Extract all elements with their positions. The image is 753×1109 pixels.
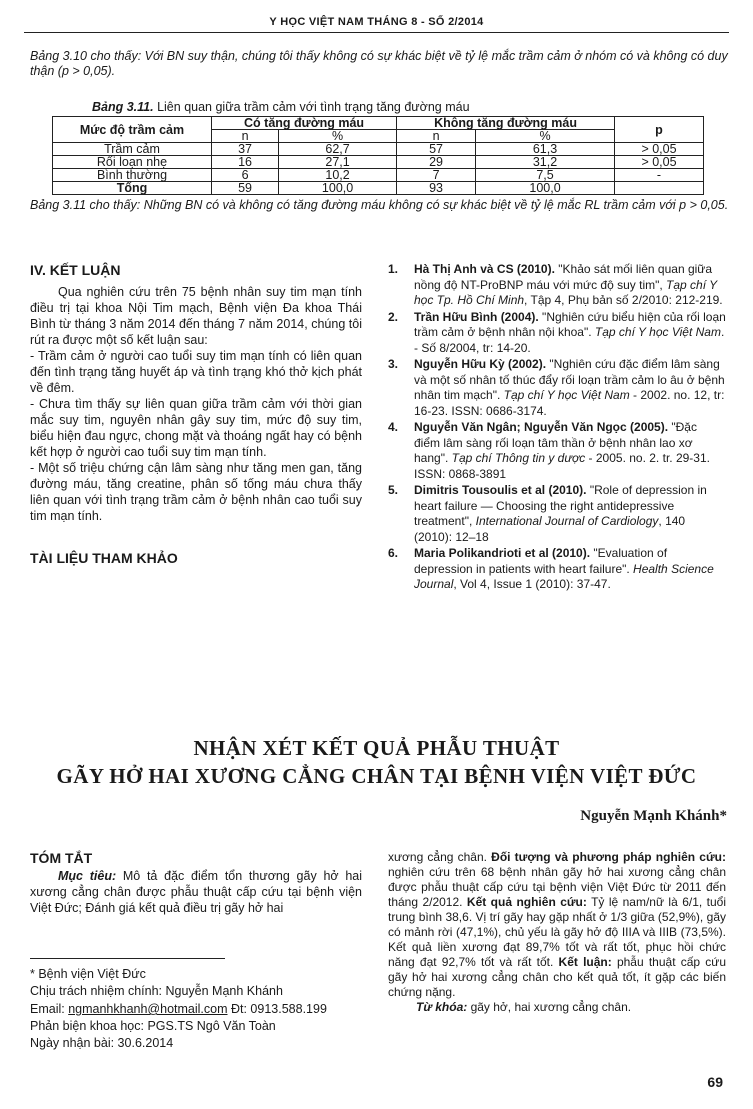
row-label: Trầm cảm xyxy=(53,143,212,156)
cell-p: - xyxy=(615,169,704,182)
header-rule xyxy=(24,32,729,33)
results-label: Kết quả nghiên cứu: xyxy=(466,895,587,909)
reference-author: Nguyễn Văn Ngân; Nguyễn Văn Ngọc (2005). xyxy=(414,420,669,434)
conclusion-intro: Qua nghiên cứu trên 75 bệnh nhân suy tim mạn tính điều trị tại khoa Nội Tim mạch, Bệnh viện Đa khoa Thái Bình từ tháng 3 năm 2014 đến tháng 7 năm 2014, chúng tôi rút ra được một số kết luận sau: xyxy=(30,285,362,347)
conclusion-section xyxy=(30,262,362,566)
reference-number: 4. xyxy=(388,420,399,434)
keywords-text: gãy hở, hai xương cẳng chân. xyxy=(467,1000,632,1014)
table-3-10-note: Bảng 3.10 cho thấy: Với BN suy thận, chúng tôi thấy không có sự khác biệt về tỷ lệ mắc trầm cảm ở nhóm có và không có duy thận (p > 0,05). xyxy=(30,49,728,78)
reference-journal: Tạp chí Thông tin y dược xyxy=(451,451,586,465)
reference-tail: - 2002. no. 12, tr: 16-23. ISSN: 0686-3174. xyxy=(414,388,725,418)
reference-item xyxy=(388,357,726,419)
article-title-line1: NHẬN XÉT KẾT QUẢ PHẪU THUẬT xyxy=(193,736,560,760)
summary-left xyxy=(30,850,362,916)
reference-author: Trần Hữu Bình (2004). xyxy=(414,309,539,324)
reference-journal: Tạp chí Y học Việt Nam xyxy=(594,325,721,339)
reference-text: "Đặc điểm lâm sàng rối loạn tâm thần ở bệnh nhân lao xơ hang". xyxy=(414,420,697,465)
cell-p1: 100,0 xyxy=(279,182,397,195)
reference-tail: , Tập 4, Phụ bản số 2/2010: 212-219. xyxy=(524,293,723,307)
reference-item xyxy=(388,262,726,309)
email-label: Email: xyxy=(30,1002,69,1016)
reference-item xyxy=(388,310,726,357)
cell-p xyxy=(615,182,704,195)
goal-text: Mô tả đặc điểm tổn thương gãy hở hai xương cẳng chân được phẫu thuật cấp cứu tại bệnh viện Việt Đức; Đánh giá kết quả điều trị gãy hở hai xyxy=(30,869,363,915)
reference-item xyxy=(388,546,726,593)
sub-n-header: n xyxy=(397,130,476,143)
col-no-header: Không tăng đường máu xyxy=(397,117,615,130)
sub-n-header: n xyxy=(212,130,279,143)
reference-list xyxy=(388,262,726,594)
footnote-rule xyxy=(30,958,225,959)
summary-title: TÓM TẮT xyxy=(30,850,93,866)
row-label: Tổng xyxy=(53,182,212,195)
reference-tail: - 2005. no. 2. tr. 29-31. ISSN: 0868-3891 xyxy=(414,451,710,481)
reference-number: 6. xyxy=(388,546,399,560)
reference-item xyxy=(388,420,726,482)
reference-text: "Nghiên cứu biểu hiện của rối loạn trầm cảm ở bệnh nhân nội khoa". xyxy=(414,309,726,339)
reference-number: 3. xyxy=(388,357,399,371)
reference-number: 1. xyxy=(388,262,399,276)
col-level-header: Mức độ trầm cảm xyxy=(53,117,212,143)
footnote-reviewer: Phản biện khoa học: PGS.TS Ngô Văn Toàn xyxy=(30,1019,276,1033)
cell-n2: 7 xyxy=(397,169,476,182)
table-row-total xyxy=(53,182,704,195)
results-text: Tỷ lệ nam/nữ là 6/1, tuổi trung bình 38,6. Vị trí gãy hay gặp nhất ở 1/3 giữa (52,9%), gãy có mảnh rời (47,1%), chủ yếu là gãy hở độ IIIA và IIIB (73,5%). Kết quả liền xương đạt 89,7% tốt và rất tốt, phục hồi chức năng đạt 92,7% tốt và rất tốt. xyxy=(388,895,726,969)
cell-n2: 29 xyxy=(397,156,476,169)
reference-journal: Tạp chí Y học Việt Nam xyxy=(503,388,630,402)
cell-p2: 31,2 xyxy=(476,156,615,169)
table-row xyxy=(53,156,704,169)
conclusion-label: Kết luận: xyxy=(558,955,612,969)
cell-p2: 7,5 xyxy=(476,169,615,182)
reference-author: Maria Polikandrioti et al (2010). xyxy=(414,546,591,560)
row-label: Bình thường xyxy=(53,169,212,182)
cell-p: > 0,05 xyxy=(615,156,704,169)
footnote-contact xyxy=(30,1001,327,1017)
reference-journal: Health Science Journal xyxy=(414,561,714,591)
reference-text: "Nghiên cứu đặc điểm lâm sàng và một số nhân tố thúc đẩy rối loạn trầm cảm lo âu ở bệnh nhân tim mạch". xyxy=(414,357,725,402)
cell-p2: 61,3 xyxy=(476,143,615,156)
table-caption-label: Bảng 3.11. xyxy=(92,100,154,114)
reference-item xyxy=(388,483,726,545)
cell-n1: 16 xyxy=(212,156,279,169)
reference-tail: . - Số 8/2004, tr: 14-20. xyxy=(414,325,725,355)
cell-p2: 100,0 xyxy=(476,182,615,195)
cell-n2: 57 xyxy=(397,143,476,156)
conclusion-bullet: - Trầm cảm ở người cao tuổi suy tim mạn tính có liên quan đến tình trạng tăng huyết áp và tình trạng khó thở kịch phát về đêm. xyxy=(30,349,362,395)
summary-cont: xương cẳng chân. xyxy=(388,850,492,864)
footnote-responsible: Chịu trách nhiệm chính: Nguyễn Mạnh Khánh xyxy=(30,984,283,998)
page-number: 69 xyxy=(707,1074,723,1090)
footnote-affiliation: * Bệnh viện Việt Đức xyxy=(30,967,146,981)
col-yes-header: Có tăng đường máu xyxy=(212,117,397,130)
journal-header: Y HỌC VIỆT NAM THÁNG 8 - SỐ 2/2014 xyxy=(269,16,484,28)
conclusion-title: IV. KẾT LUẬN xyxy=(30,262,121,278)
cell-p: > 0,05 xyxy=(615,143,704,156)
conclusion-text: phẫu thuật cấp cứu gãy hở hai xương cẳng chân cho kết quả tốt, ít gặp các biến chứng nặng. xyxy=(388,955,727,999)
footnote-date: Ngày nhận bài: 30.6.2014 xyxy=(30,1036,174,1050)
reference-text: "Evaluation of depression in patients with heart failure". xyxy=(414,546,668,576)
reference-author: Nguyễn Hữu Kỳ (2002). xyxy=(414,357,547,371)
reference-number: 2. xyxy=(388,309,399,324)
conclusion-bullet: - Chưa tìm thấy sự liên quan giữa trầm cảm với thời gian mắc suy tim, nguyên nhân gây suy tim, mức độ suy tim, biểu hiện đau ngực, chong mặt và thoáng ngất hay có bệnh kết hợp ở người cao tuổi suy tim mạn tính. xyxy=(30,397,362,459)
reference-author: Hà Thị Anh và CS (2010). xyxy=(414,262,555,276)
sub-pct-header: % xyxy=(279,130,397,143)
cell-n2: 93 xyxy=(397,182,476,195)
reference-text: "Role of depression in heart failure — Choosing the right antidepressive treatment", xyxy=(414,483,707,528)
cell-p1: 62,7 xyxy=(279,143,397,156)
objective-label: Đối tượng và phương pháp nghiên cứu: xyxy=(491,850,726,864)
table-caption xyxy=(92,100,470,114)
reference-journal: International Journal of Cardiology xyxy=(475,514,659,528)
table-row xyxy=(53,169,704,182)
reference-author: Dimitris Tousoulis et al (2010). xyxy=(414,483,587,497)
reference-number: 5. xyxy=(388,483,399,497)
objective-text: nghiên cứu trên 68 bệnh nhân gãy hở hai xương cẳng chân được phẫu thuật cấp cứu tại bệnh viện Việt Đức từ 2011 đến tháng 2/2012. xyxy=(388,865,726,909)
goal-label: Mục tiêu: xyxy=(58,869,117,883)
col-p-header: p xyxy=(615,117,704,143)
reference-text: "Khảo sát mối liên quan giữa nồng độ NT-ProBNP máu với mức độ suy tim", xyxy=(414,262,712,292)
cell-n1: 59 xyxy=(212,182,279,195)
table-3-11-note: Bảng 3.11 cho thấy: Những BN có và không có tăng đường máu không có sự khác biệt về tỷ lệ mắc RL trầm cảm với p > 0,05. xyxy=(30,198,729,212)
cell-p1: 27,1 xyxy=(279,156,397,169)
table-row xyxy=(53,143,704,156)
conclusion-bullet: - Một số triệu chứng cận lâm sàng như tăng men gan, tăng đường máu, tăng creatine, phân số tống máu chưa thấy liên quan với tình trạng trầm cảm ở bệnh nhân cao tuổi suy tim mạn tính. xyxy=(30,461,362,523)
reference-tail: , 140 (2010): 12–18 xyxy=(414,514,686,544)
reference-tail: , Vol 4, Issue 1 (2010): 37-47. xyxy=(453,577,611,591)
sub-pct-header: % xyxy=(476,130,615,143)
references-title: TÀI LIỆU THAM KHẢO xyxy=(30,550,178,566)
depression-glucose-table xyxy=(52,116,704,195)
cell-n1: 37 xyxy=(212,143,279,156)
reference-journal: Tạp chí Y học Tp. Hồ Chí Minh xyxy=(414,277,717,307)
article-author: Nguyễn Mạnh Khánh* xyxy=(580,808,727,824)
cell-p1: 10,2 xyxy=(279,169,397,182)
cell-n1: 6 xyxy=(212,169,279,182)
row-label: Rối loạn nhẹ xyxy=(53,156,212,169)
article-title-line2: GÃY HỞ HAI XƯƠNG CẲNG CHÂN TẠI BỆNH VIỆN VIỆT ĐỨC xyxy=(56,764,697,788)
table-caption-text: Liên quan giữa trầm cảm với tình trạng tăng đường máu xyxy=(153,100,470,114)
summary-right xyxy=(388,850,726,1015)
keywords-label: Từ khóa: xyxy=(416,1000,468,1014)
phone: Đt: 0913.588.199 xyxy=(227,1002,327,1016)
email-link[interactable]: ngmanhkhanh@hotmail.com xyxy=(68,1002,228,1016)
